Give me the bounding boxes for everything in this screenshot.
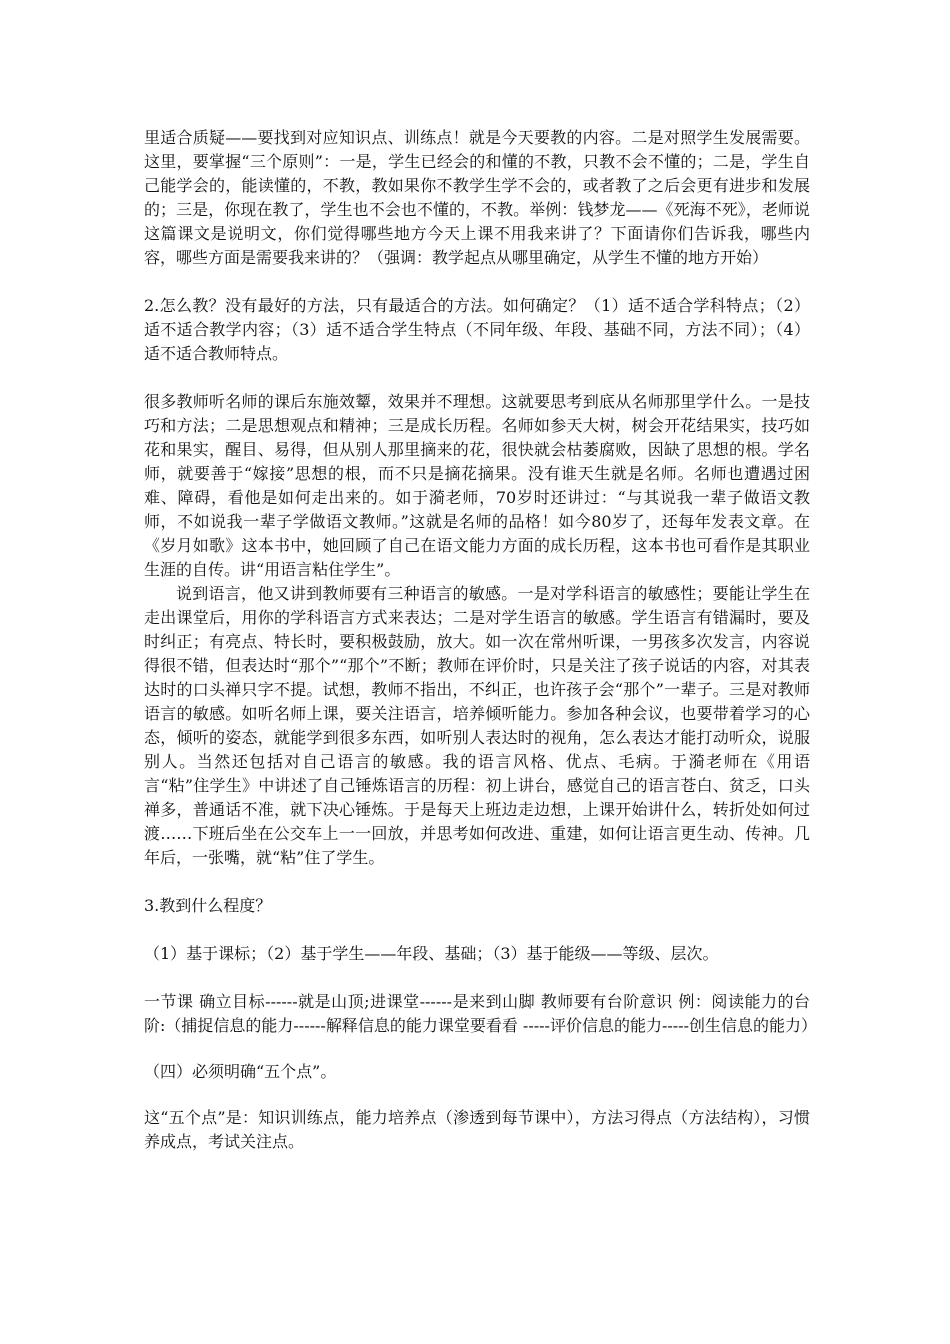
- paragraph-learning-from-masters: 很多教师听名师的课后东施效颦，效果并不理想。这就要思考到底从名师那里学什么。一是技巧和方法；二是思想观点和精神；三是成长历程。名师如参天大树，树会开花结果实，技巧如花和果实，醒目、易得，但从别人那里摘来的花，很快就会枯萎腐败，因缺了思想的根。学名师，就要善于“嫁接”思想的根，而不只是摘花摘果。没有谁天生就是名师。名师也遭遇过困难、障碍，看他是如何走出来的。如于漪老师，70岁时还讲过：“与其说我一辈子做语文教师，不如说我一辈子学做语文教师。”这就是名师的品格！如今80岁了，还每年发表文章。在《岁月如歌》这本书中，她回顾了自己在语文能力方面的成长历程，这本书也可看作是其职业生涯的自传。讲“用语言粘住学生”。: [144, 392, 810, 579]
- paragraph-teaching-content: 里适合质疑——要找到对应知识点、训练点！就是今天要教的内容。二是对照学生发展需要。这里，要掌握“三个原则”：一是，学生已经会的和懂的不教，只教不会不懂的；二是，学生自己能学会的，能读懂的，不教，教如果你不教学生学不会的，或者教了之后会更有进步和发展的；三是，你现在教了，学生也不会也不懂的，不教。举例：钱梦龙——《死海不死》，老师说这篇课文是说明文，你们觉得哪些地方今天上课不用我来讲了？下面请你们告诉我，哪些内容，哪些方面是需要我来讲的？（强调：教学起点从哪里确定，从学生不懂的地方开始）: [144, 128, 810, 267]
- document-body: [144, 126, 817, 1154]
- heading-teaching-degree: 3.教到什么程度？: [144, 896, 272, 915]
- paragraph-how-to-teach: 2.怎么教？没有最好的方法，只有最适合的方法。如何确定？（1）适不适合学科特点；（2）适不适合教学内容；（3）适不适合学生特点（不同年级、年段、基础不同，方法不同）；（4）适不适合教师特点。: [144, 296, 810, 363]
- paragraph-language-sensitivity: 说到语言，他又讲到教师要有三种语言的敏感。一是对学科语言的敏感性；要能让学生在走出课堂后，用你的学科语言方式来表达；二是对学生语言的敏感。学生语言有错漏时，要及时纠正；有亮点、特长时，要积极鼓励，放大。如一次在常州听课，一男孩多次发言，内容说得很不错，但表达时“那个”“那个”不断；教师在评价时，只是关注了孩子说话的内容，对其表达时的口头禅只字不提。试想，教师不指出，不纠正，也许孩子会“那个”一辈子。三是对教师语言的敏感。如听名师上课，要关注语言，培养倾听能力。参加各种会议，也要带着学习的心态，倾听的姿态，就能学到很多东西，如听别人表达时的视角，怎么表达才能打动听众，说服别人。当然还包括对自己语言的敏感。我的语言风格、优点、毛病。于漪老师在《用语言“粘”住学生》中讲述了自己锤炼语言的历程：初上讲台，感觉自己的语言苍白、贫乏，口头禅多，普通话不准，就下决心锤炼。于是每天上班边走边想，上课开始讲什么，转折处如何过渡……下班后坐在公交车上一一回放，并思考如何改进、重建，如何让语言更生动、传神。几年后，一张嘴，就“粘”住了学生。: [144, 584, 810, 867]
- paragraph-lesson-steps: 一节课 确立目标------就是山顶;进课堂------是来到山脚 教师要有台阶意识 例：阅读能力的台阶:（捕捉信息的能力------解释信息的能力课堂要看看 -----评价信息的能力-----创生信息的能力）: [144, 992, 817, 1035]
- heading-five-points: （四）必须明确“五个点”。: [144, 1062, 337, 1081]
- paragraph-five-points: 这“五个点”是：知识训练点，能力培养点（渗透到每节课中），方法习得点（方法结构），习惯养成点，考试关注点。: [144, 1108, 810, 1151]
- paragraph-three-bases: （1）基于课标；（2）基于学生——年段、基础；（3）基于能级——等级、层次。: [144, 944, 719, 963]
